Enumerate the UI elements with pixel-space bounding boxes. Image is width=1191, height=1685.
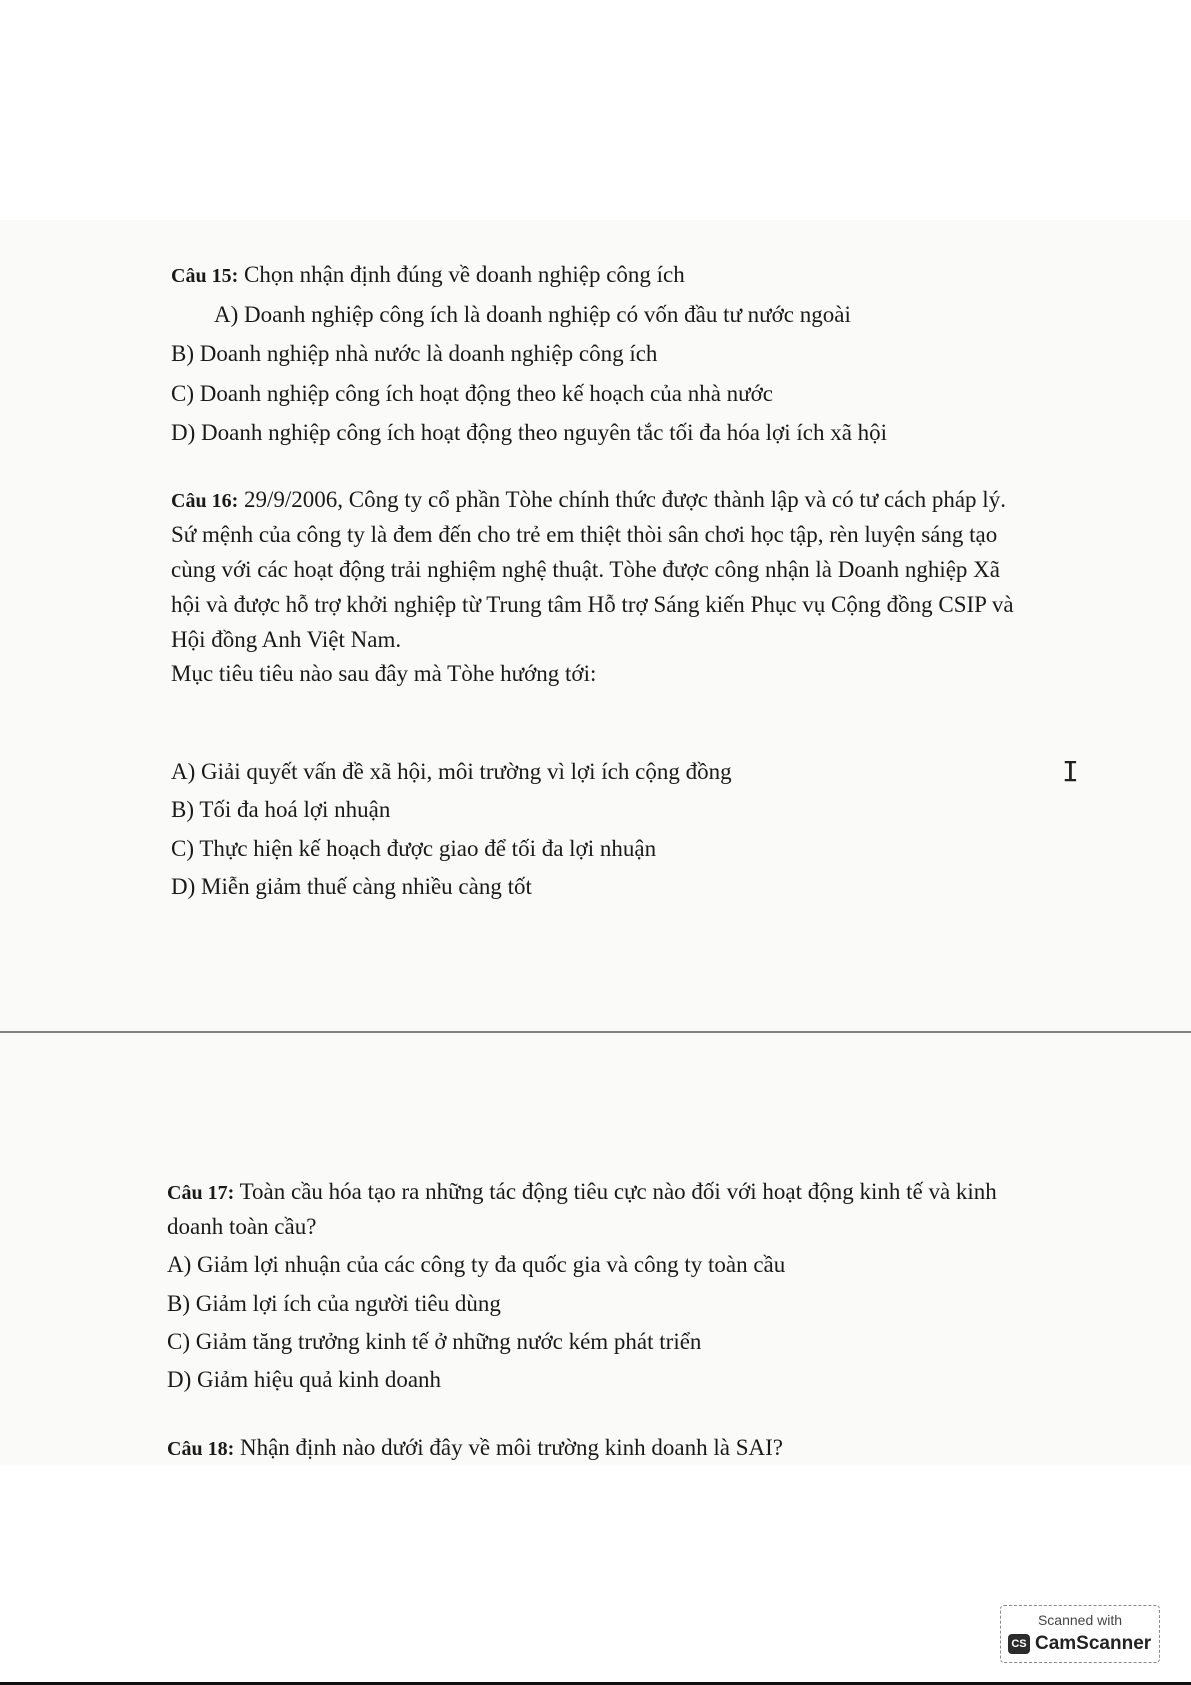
camscanner-watermark: [1000, 1605, 1160, 1663]
q15-stem: [171, 260, 685, 291]
q15-option-d: D) Doanh nghiệp công ích hoạt động theo nguyên tắc tối đa hóa lợi ích xã hội: [171, 420, 888, 445]
q15-option-b: B) Doanh nghiệp nhà nước là doanh nghiệp công ích: [171, 341, 658, 366]
q17-stem-line-1: [167, 1177, 997, 1208]
q17-stem-text-1: Toàn cầu hóa tạo ra những tác động tiêu cực nào đối với hoạt động kinh tế và kinh: [239, 1179, 997, 1204]
q16-option-d: D) Miễn giảm thuế càng nhiều càng tốt: [171, 874, 532, 899]
q16-option-c: C) Thực hiện kế hoạch được giao để tối đa lợi nhuận: [171, 836, 657, 861]
q15-stem-text: Chọn nhận định đúng về doanh nghiệp công ích: [243, 262, 685, 287]
camscanner-logo-icon: CS: [1008, 1634, 1030, 1654]
q16-label: Câu 16:: [171, 490, 239, 512]
q16-stem-line-5: Hội đồng Anh Việt Nam.: [171, 627, 402, 652]
q18-stem: [167, 1433, 783, 1464]
q18-stem-text: Nhận định nào dưới đây về môi trường kinh doanh là SAI?: [239, 1435, 784, 1460]
q16-stem-line-1: [171, 485, 1006, 516]
q16-stem-line-6: Mục tiêu tiêu nào sau đây mà Tòhe hướng tới:: [171, 661, 597, 686]
q18-label: Câu 18:: [167, 1438, 235, 1460]
q15-option-c: C) Doanh nghiệp công ích hoạt động theo kế hoạch của nhà nước: [171, 381, 774, 406]
q17-stem-line-2: doanh toàn cầu?: [167, 1214, 317, 1239]
page-divider: [0, 1031, 1191, 1033]
q16-stem-line-3: cùng với các hoạt động trải nghiệm nghệ thuật. Tòhe được công nhận là Doanh nghiệp Xã: [171, 557, 1000, 582]
q15-option-a: A) Doanh nghiệp công ích là doanh nghiệp có vốn đầu tư nước ngoài: [214, 302, 851, 327]
q15-label: Câu 15:: [171, 265, 239, 287]
q17-option-d: D) Giảm hiệu quả kinh doanh: [167, 1367, 442, 1392]
q17-label: Câu 17:: [167, 1182, 235, 1204]
q16-option-b: B) Tối đa hoá lợi nhuận: [171, 797, 391, 822]
watermark-caption: Scanned with: [1037, 1612, 1123, 1628]
q16-option-a: A) Giải quyết vấn đề xã hội, môi trường vì lợi ích cộng đồng: [171, 759, 732, 784]
q17-option-a: A) Giảm lợi nhuận của các công ty đa quốc gia và công ty toàn cầu: [167, 1252, 786, 1277]
q17-option-b: B) Giảm lợi ích của người tiêu dùng: [167, 1291, 501, 1316]
q16-stem-text-1: 29/9/2006, Công ty cổ phần Tòhe chính thức được thành lập và có tư cách pháp lý.: [243, 487, 1006, 512]
q16-stem-line-4: hội và được hỗ trợ khởi nghiệp từ Trung tâm Hỗ trợ Sáng kiến Phục vụ Cộng đồng CSIP và: [171, 592, 1014, 617]
watermark-brand-name: CamScanner: [1035, 1633, 1152, 1654]
q16-stem-line-2: Sứ mệnh của công ty là đem đến cho trẻ em thiệt thòi sân chơi học tập, rèn luyện sáng tạo: [171, 522, 998, 547]
text-cursor-icon: I: [1062, 755, 1079, 788]
q17-option-c: C) Giảm tăng trưởng kinh tế ở những nước kém phát triển: [167, 1329, 702, 1354]
